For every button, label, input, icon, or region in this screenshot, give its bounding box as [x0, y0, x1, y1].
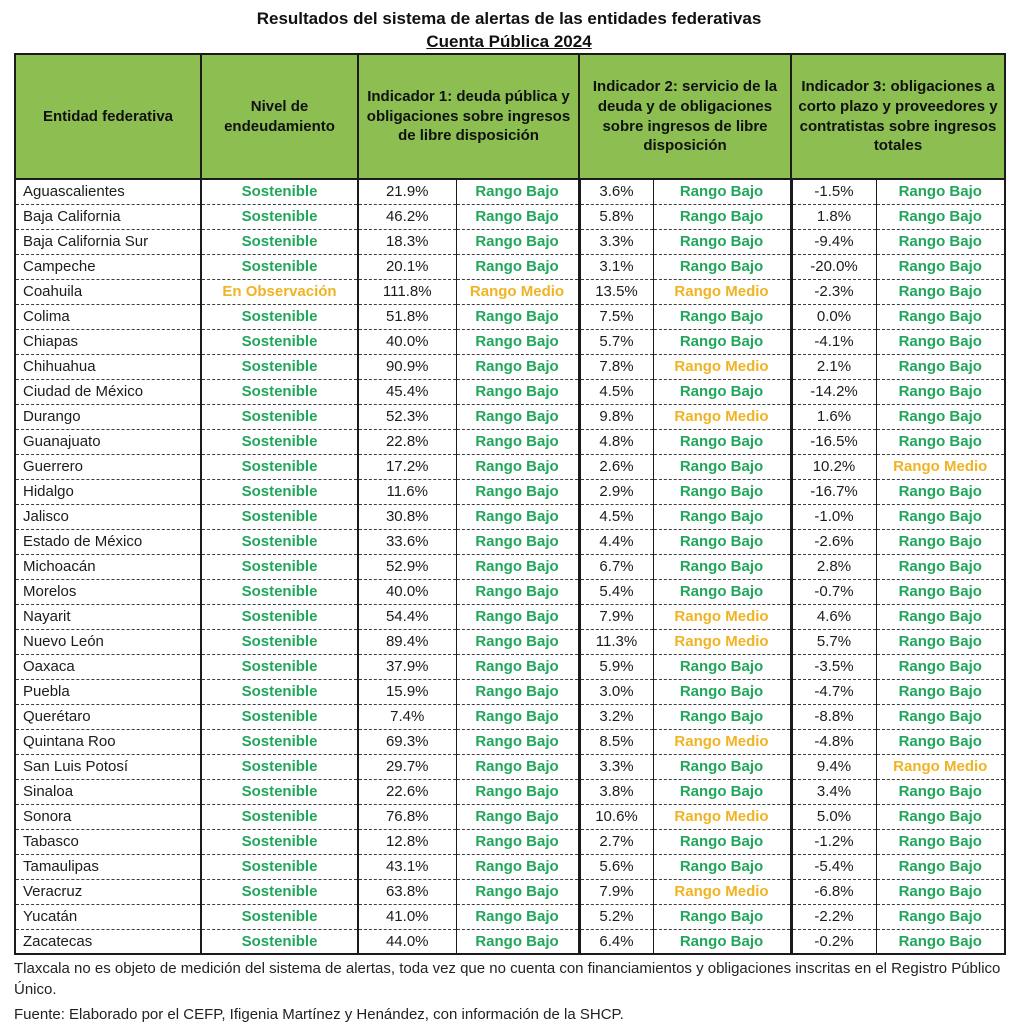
indicator3-value-cell: 10.2% — [791, 454, 876, 479]
indicator3-range-cell: Rango Bajo — [876, 904, 1005, 929]
table-row — [15, 354, 1005, 379]
indicator2-range-cell: Rango Bajo — [653, 904, 791, 929]
debt-level-cell: Sostenible — [201, 404, 358, 429]
indicator2-range-cell: Rango Bajo — [653, 429, 791, 454]
indicator3-value-cell: -3.5% — [791, 654, 876, 679]
indicator1-value-cell: 29.7% — [358, 754, 456, 779]
entity-cell: Tamaulipas — [15, 854, 201, 879]
table-row — [15, 754, 1005, 779]
indicator3-value-cell: -8.8% — [791, 704, 876, 729]
indicator2-range-cell: Rango Bajo — [653, 379, 791, 404]
indicator3-value-cell: -6.8% — [791, 879, 876, 904]
debt-level-cell: Sostenible — [201, 179, 358, 204]
table-row — [15, 179, 1005, 204]
indicator3-range-cell: Rango Bajo — [876, 379, 1005, 404]
indicator1-value-cell: 76.8% — [358, 804, 456, 829]
debt-level-cell: Sostenible — [201, 554, 358, 579]
indicator2-range-cell: Rango Bajo — [653, 654, 791, 679]
debt-level-cell: Sostenible — [201, 429, 358, 454]
indicator1-value-cell: 22.6% — [358, 779, 456, 804]
indicator1-value-cell: 12.8% — [358, 829, 456, 854]
indicator1-value-cell: 44.0% — [358, 929, 456, 954]
entity-cell: Estado de México — [15, 529, 201, 554]
indicator2-value-cell: 8.5% — [579, 729, 653, 754]
entity-cell: Nuevo León — [15, 629, 201, 654]
indicator2-range-cell: Rango Bajo — [653, 454, 791, 479]
table-row — [15, 404, 1005, 429]
indicator1-value-cell: 22.8% — [358, 429, 456, 454]
indicator1-range-cell: Rango Bajo — [456, 204, 579, 229]
indicator1-range-cell: Rango Bajo — [456, 929, 579, 954]
indicator2-range-cell: Rango Bajo — [653, 204, 791, 229]
indicator1-value-cell: 40.0% — [358, 579, 456, 604]
table-row — [15, 279, 1005, 304]
indicator2-range-cell: Rango Bajo — [653, 779, 791, 804]
indicator2-range-cell: Rango Bajo — [653, 679, 791, 704]
indicator3-range-cell: Rango Bajo — [876, 554, 1005, 579]
indicator2-value-cell: 7.8% — [579, 354, 653, 379]
table-body — [15, 179, 1005, 954]
indicator1-value-cell: 41.0% — [358, 904, 456, 929]
entity-cell: Sonora — [15, 804, 201, 829]
indicator3-value-cell: -5.4% — [791, 854, 876, 879]
table-header — [15, 54, 1005, 179]
indicator2-value-cell: 13.5% — [579, 279, 653, 304]
indicator1-range-cell: Rango Bajo — [456, 579, 579, 604]
indicator1-value-cell: 52.9% — [358, 554, 456, 579]
indicator3-value-cell: -20.0% — [791, 254, 876, 279]
table-row — [15, 829, 1005, 854]
indicator3-range-cell: Rango Bajo — [876, 829, 1005, 854]
indicator1-range-cell: Rango Bajo — [456, 879, 579, 904]
indicator2-range-cell: Rango Medio — [653, 404, 791, 429]
indicator1-value-cell: 33.6% — [358, 529, 456, 554]
entity-cell: Aguascalientes — [15, 179, 201, 204]
table-row — [15, 554, 1005, 579]
indicator3-range-cell: Rango Bajo — [876, 254, 1005, 279]
indicator2-value-cell: 3.2% — [579, 704, 653, 729]
entity-cell: Quintana Roo — [15, 729, 201, 754]
indicator3-value-cell: 3.4% — [791, 779, 876, 804]
indicator2-value-cell: 6.7% — [579, 554, 653, 579]
indicator2-range-cell: Rango Bajo — [653, 329, 791, 354]
table-row — [15, 729, 1005, 754]
indicator3-value-cell: 5.7% — [791, 629, 876, 654]
indicator3-value-cell: -2.6% — [791, 529, 876, 554]
indicator2-range-cell: Rango Bajo — [653, 504, 791, 529]
indicator3-range-cell: Rango Medio — [876, 454, 1005, 479]
entity-cell: Guanajuato — [15, 429, 201, 454]
indicator2-range-cell: Rango Medio — [653, 879, 791, 904]
entity-cell: San Luis Potosí — [15, 754, 201, 779]
indicator1-value-cell: 20.1% — [358, 254, 456, 279]
indicator2-range-cell: Rango Bajo — [653, 529, 791, 554]
indicator1-value-cell: 18.3% — [358, 229, 456, 254]
indicator2-range-cell: Rango Bajo — [653, 554, 791, 579]
indicator3-range-cell: Rango Bajo — [876, 279, 1005, 304]
indicator3-range-cell: Rango Medio — [876, 754, 1005, 779]
indicator1-range-cell: Rango Bajo — [456, 854, 579, 879]
entity-cell: Jalisco — [15, 504, 201, 529]
entity-cell: Yucatán — [15, 904, 201, 929]
header-row — [15, 54, 1005, 179]
indicator2-range-cell: Rango Medio — [653, 729, 791, 754]
entity-cell: Michoacán — [15, 554, 201, 579]
debt-level-cell: Sostenible — [201, 254, 358, 279]
header-indicator-3: Indicador 3: obligaciones a corto plazo y proveedores y contratistas sobre ingresos totales — [791, 54, 1005, 179]
indicator3-value-cell: 2.1% — [791, 354, 876, 379]
debt-level-cell: Sostenible — [201, 379, 358, 404]
debt-level-cell: Sostenible — [201, 729, 358, 754]
indicator1-range-cell: Rango Bajo — [456, 729, 579, 754]
indicator1-value-cell: 21.9% — [358, 179, 456, 204]
indicator2-value-cell: 2.7% — [579, 829, 653, 854]
indicator2-value-cell: 4.8% — [579, 429, 653, 454]
indicator3-value-cell: 9.4% — [791, 754, 876, 779]
indicator2-value-cell: 9.8% — [579, 404, 653, 429]
header-indicator-1: Indicador 1: deuda pública y obligaciones sobre ingresos de libre disposición — [358, 54, 579, 179]
indicator2-value-cell: 5.2% — [579, 904, 653, 929]
debt-level-cell: Sostenible — [201, 604, 358, 629]
alerts-table — [14, 53, 1006, 955]
indicator2-value-cell: 3.1% — [579, 254, 653, 279]
entity-cell: Querétaro — [15, 704, 201, 729]
indicator2-range-cell: Rango Bajo — [653, 929, 791, 954]
debt-level-cell: Sostenible — [201, 504, 358, 529]
indicator3-range-cell: Rango Bajo — [876, 704, 1005, 729]
debt-level-cell: Sostenible — [201, 354, 358, 379]
indicator2-value-cell: 10.6% — [579, 804, 653, 829]
indicator3-range-cell: Rango Bajo — [876, 879, 1005, 904]
indicator3-range-cell: Rango Bajo — [898, 932, 982, 950]
indicator1-range-cell: Rango Bajo — [456, 629, 579, 654]
entity-cell: Ciudad de México — [15, 379, 201, 404]
table-row — [15, 254, 1005, 279]
indicator2-value-cell: 4.4% — [579, 529, 653, 554]
indicator3-value-cell: -0.2% — [791, 929, 876, 954]
debt-level-cell: Sostenible — [201, 229, 358, 254]
indicator2-value-cell: 3.3% — [579, 754, 653, 779]
debt-level-cell: Sostenible — [201, 629, 358, 654]
debt-level-cell: Sostenible — [201, 854, 358, 879]
indicator2-value-cell: 3.8% — [579, 779, 653, 804]
entity-cell: Baja California Sur — [15, 229, 201, 254]
indicator3-range-cell: Rango Bajo — [876, 579, 1005, 604]
indicator1-range-cell: Rango Bajo — [456, 554, 579, 579]
footnote-tlaxcala: Tlaxcala no es objeto de medición del sistema de alertas, toda vez que no cuenta con financiamientos y obligaciones inscritas en el Registro Público Único. — [14, 960, 1001, 999]
table-row — [15, 379, 1005, 404]
indicator3-value-cell: 0.0% — [791, 304, 876, 329]
table-row — [15, 604, 1005, 629]
indicator3-value-cell: -1.5% — [791, 179, 876, 204]
indicator3-value-cell: -16.7% — [791, 479, 876, 504]
footnote-source: Fuente: Elaborado por el CEFP, Ifigenia Martínez y Henández, con información de la SHCP. — [14, 1005, 624, 1023]
indicator2-value-cell: 3.0% — [579, 679, 653, 704]
indicator3-range-cell: Rango Bajo — [876, 504, 1005, 529]
indicator3-range-cell: Rango Bajo — [876, 479, 1005, 504]
debt-level-cell: Sostenible — [201, 479, 358, 504]
title-line-1: Resultados del sistema de alertas de las entidades federativas — [256, 9, 762, 28]
indicator2-range-cell: Rango Medio — [653, 354, 791, 379]
header-debt-level: Nivel de endeudamiento — [201, 54, 358, 179]
indicator1-value-cell: 89.4% — [358, 629, 456, 654]
indicator3-value-cell: 1.8% — [791, 204, 876, 229]
debt-level-cell: Sostenible — [201, 654, 358, 679]
indicator3-value-cell: 5.0% — [791, 804, 876, 829]
indicator1-value-cell: 43.1% — [358, 854, 456, 879]
indicator3-value-cell: -4.1% — [791, 329, 876, 354]
header-indicator-2: Indicador 2: servicio de la deuda y de obligaciones sobre ingresos de libre disposición — [579, 54, 791, 179]
indicator1-range-cell: Rango Bajo — [456, 704, 579, 729]
table-row — [15, 229, 1005, 254]
table-row — [15, 804, 1005, 829]
indicator1-value-cell: 17.2% — [358, 454, 456, 479]
indicator2-value-cell: 5.9% — [579, 654, 653, 679]
page-title — [0, 0, 1018, 53]
indicator1-range-cell: Rango Bajo — [456, 779, 579, 804]
entity-cell: Oaxaca — [15, 654, 201, 679]
debt-level-cell: Sostenible — [201, 804, 358, 829]
entity-cell: Guerrero — [15, 454, 201, 479]
indicator3-range-cell: Rango Bajo — [876, 179, 1005, 204]
debt-level-cell: Sostenible — [201, 579, 358, 604]
indicator1-range-cell: Rango Bajo — [456, 179, 579, 204]
debt-level-cell: Sostenible — [201, 879, 358, 904]
indicator1-value-cell: 45.4% — [358, 379, 456, 404]
indicator1-range-cell: Rango Bajo — [456, 254, 579, 279]
debt-level-cell: Sostenible — [201, 754, 358, 779]
indicator2-range-cell: Rango Bajo — [653, 254, 791, 279]
indicator1-value-cell: 90.9% — [358, 354, 456, 379]
indicator1-range-cell: Rango Bajo — [456, 529, 579, 554]
table-row — [15, 304, 1005, 329]
indicator2-value-cell: 2.6% — [579, 454, 653, 479]
indicator1-value-cell: 69.3% — [358, 729, 456, 754]
indicator1-range-cell: Rango Bajo — [456, 454, 579, 479]
table-row — [15, 904, 1005, 929]
debt-level-cell: Sostenible — [201, 829, 358, 854]
indicator1-range-cell: Rango Bajo — [456, 329, 579, 354]
indicator1-range-cell: Rango Bajo — [456, 829, 579, 854]
indicator3-range-cell: Rango Bajo — [876, 804, 1005, 829]
indicator2-range-cell: Rango Bajo — [653, 304, 791, 329]
indicator3-range-cell: Rango Bajo — [876, 429, 1005, 454]
indicator2-value-cell: 5.8% — [579, 204, 653, 229]
table-row — [15, 854, 1005, 879]
entity-cell: Hidalgo — [15, 479, 201, 504]
indicator3-value-cell: -16.5% — [791, 429, 876, 454]
indicator1-range-cell: Rango Bajo — [456, 604, 579, 629]
indicator2-range-cell: Rango Bajo — [653, 579, 791, 604]
indicator3-value-cell: -4.8% — [791, 729, 876, 754]
entity-cell: Chihuahua — [15, 354, 201, 379]
indicator2-value-cell: 5.4% — [579, 579, 653, 604]
indicator1-value-cell: 37.9% — [358, 654, 456, 679]
entity-cell: Coahuila — [15, 279, 201, 304]
indicator2-value-cell: 11.3% — [579, 629, 653, 654]
debt-level-cell: Sostenible — [201, 529, 358, 554]
indicator1-value-cell: 51.8% — [358, 304, 456, 329]
debt-level-cell: Sostenible — [201, 779, 358, 804]
indicator3-range-cell: Rango Bajo — [876, 604, 1005, 629]
indicator2-range-cell: Rango Bajo — [653, 479, 791, 504]
indicator3-value-cell: 1.6% — [791, 404, 876, 429]
indicator2-range-cell: Rango Medio — [653, 279, 791, 304]
table-row — [15, 479, 1005, 504]
indicator1-range-cell: Rango Medio — [456, 279, 579, 304]
table-row — [15, 529, 1005, 554]
debt-level-cell: Sostenible — [201, 204, 358, 229]
indicator2-range-cell: Rango Bajo — [653, 754, 791, 779]
indicator2-value-cell: 7.9% — [579, 879, 653, 904]
table-row — [15, 879, 1005, 904]
indicator2-range-cell: Rango Medio — [653, 629, 791, 654]
debt-level-cell: Sostenible — [201, 679, 358, 704]
debt-level-cell: Sostenible — [201, 929, 358, 954]
indicator2-range-cell: Rango Medio — [653, 804, 791, 829]
indicator2-range-cell: Rango Medio — [653, 604, 791, 629]
indicator3-value-cell: -2.2% — [791, 904, 876, 929]
indicator2-range-cell: Rango Bajo — [653, 179, 791, 204]
entity-cell: Campeche — [15, 254, 201, 279]
indicator2-range-cell: Rango Bajo — [653, 829, 791, 854]
indicator3-range-cell: Rango Bajo — [876, 654, 1005, 679]
indicator1-range-cell: Rango Bajo — [456, 429, 579, 454]
indicator1-range-cell: Rango Bajo — [456, 804, 579, 829]
indicator1-value-cell: 15.9% — [358, 679, 456, 704]
indicator1-value-cell: 30.8% — [358, 504, 456, 529]
debt-level-cell: Sostenible — [201, 454, 358, 479]
indicator3-range-cell: Rango Bajo — [876, 304, 1005, 329]
indicator1-value-cell: 52.3% — [358, 404, 456, 429]
indicator2-range-cell: Rango Bajo — [653, 854, 791, 879]
indicator3-value-cell: -14.2% — [791, 379, 876, 404]
entity-cell: Chiapas — [15, 329, 201, 354]
table-row — [15, 579, 1005, 604]
indicator3-range-cell: Rango Bajo — [876, 354, 1005, 379]
entity-cell: Zacatecas — [15, 929, 201, 954]
indicator2-value-cell: 7.9% — [579, 604, 653, 629]
debt-level-cell: Sostenible — [201, 704, 358, 729]
indicator3-range-cell: Rango Bajo — [876, 329, 1005, 354]
indicator1-value-cell: 7.4% — [358, 704, 456, 729]
indicator1-range-cell: Rango Bajo — [456, 229, 579, 254]
indicator2-range-cell: Rango Bajo — [653, 704, 791, 729]
table-row — [15, 204, 1005, 229]
indicator2-value-cell: 7.5% — [579, 304, 653, 329]
debt-level-cell: Sostenible — [201, 329, 358, 354]
indicator3-range-cell: Rango Bajo — [876, 729, 1005, 754]
indicator2-range-cell: Rango Bajo — [653, 229, 791, 254]
indicator2-value-cell: 5.7% — [579, 329, 653, 354]
indicator1-range-cell: Rango Bajo — [456, 754, 579, 779]
entity-cell: Nayarit — [15, 604, 201, 629]
entity-cell: Morelos — [15, 579, 201, 604]
entity-cell: Baja California — [15, 204, 201, 229]
indicator2-value-cell: 4.5% — [579, 379, 653, 404]
entity-cell: Puebla — [15, 679, 201, 704]
table-row — [15, 454, 1005, 479]
indicator1-value-cell: 46.2% — [358, 204, 456, 229]
indicator3-value-cell: -1.2% — [791, 829, 876, 854]
indicator2-value-cell: 5.6% — [579, 854, 653, 879]
table-row — [15, 704, 1005, 729]
title-line-2: Cuenta Pública 2024 — [426, 32, 592, 51]
indicator3-range-cell: Rango Bajo — [876, 779, 1005, 804]
table-row — [15, 779, 1005, 804]
indicator2-value-cell: 3.3% — [579, 229, 653, 254]
entity-cell: Veracruz — [15, 879, 201, 904]
table-row — [15, 329, 1005, 354]
indicator1-value-cell: 11.6% — [358, 479, 456, 504]
table-row — [15, 629, 1005, 654]
indicator3-value-cell: -9.4% — [791, 229, 876, 254]
debt-level-cell: Sostenible — [201, 304, 358, 329]
table-row — [15, 504, 1005, 529]
indicator1-range-cell: Rango Bajo — [456, 504, 579, 529]
indicator2-value-cell: 4.5% — [579, 504, 653, 529]
indicator3-range-cell: Rango Bajo — [876, 204, 1005, 229]
debt-level-cell: En Observación — [201, 279, 358, 304]
indicator3-value-cell: 4.6% — [791, 604, 876, 629]
indicator1-range-cell: Rango Bajo — [456, 379, 579, 404]
indicator3-range-cell: Rango Bajo — [876, 854, 1005, 879]
indicator1-value-cell: 111.8% — [358, 279, 456, 304]
table-row — [15, 654, 1005, 679]
entity-cell: Tabasco — [15, 829, 201, 854]
header-entity: Entidad federativa — [15, 54, 201, 179]
indicator1-range-cell: Rango Bajo — [456, 904, 579, 929]
indicator3-value-cell: -0.7% — [791, 579, 876, 604]
indicator2-value-cell: 3.6% — [579, 179, 653, 204]
indicator1-range-cell: Rango Bajo — [456, 304, 579, 329]
indicator3-value-cell: 2.8% — [791, 554, 876, 579]
indicator3-range-cell: Rango Bajo — [876, 404, 1005, 429]
indicator2-value-cell: 6.4% — [579, 929, 653, 954]
indicator2-value-cell: 2.9% — [579, 479, 653, 504]
indicator3-range-cell: Rango Bajo — [876, 529, 1005, 554]
entity-cell: Colima — [15, 304, 201, 329]
indicator3-value-cell: -1.0% — [791, 504, 876, 529]
indicator3-range-cell: Rango Bajo — [876, 229, 1005, 254]
entity-cell: Sinaloa — [15, 779, 201, 804]
footnotes — [14, 958, 1004, 1025]
entity-cell: Durango — [15, 404, 201, 429]
indicator3-value-cell: -2.3% — [791, 279, 876, 304]
indicator1-value-cell: 54.4% — [358, 604, 456, 629]
indicator1-value-cell: 63.8% — [358, 879, 456, 904]
indicator1-range-cell: Rango Bajo — [456, 404, 579, 429]
indicator3-range-cell: Rango Bajo — [876, 679, 1005, 704]
table-row — [15, 929, 1005, 954]
table-row — [15, 429, 1005, 454]
table-row — [15, 679, 1005, 704]
indicator3-value-cell: -4.7% — [791, 679, 876, 704]
indicator3-range-cell: Rango Bajo — [876, 629, 1005, 654]
indicator1-range-cell: Rango Bajo — [456, 654, 579, 679]
debt-level-cell: Sostenible — [201, 904, 358, 929]
indicator1-value-cell: 40.0% — [358, 329, 456, 354]
indicator1-range-cell: Rango Bajo — [456, 354, 579, 379]
indicator1-range-cell: Rango Bajo — [456, 479, 579, 504]
indicator1-range-cell: Rango Bajo — [456, 679, 579, 704]
